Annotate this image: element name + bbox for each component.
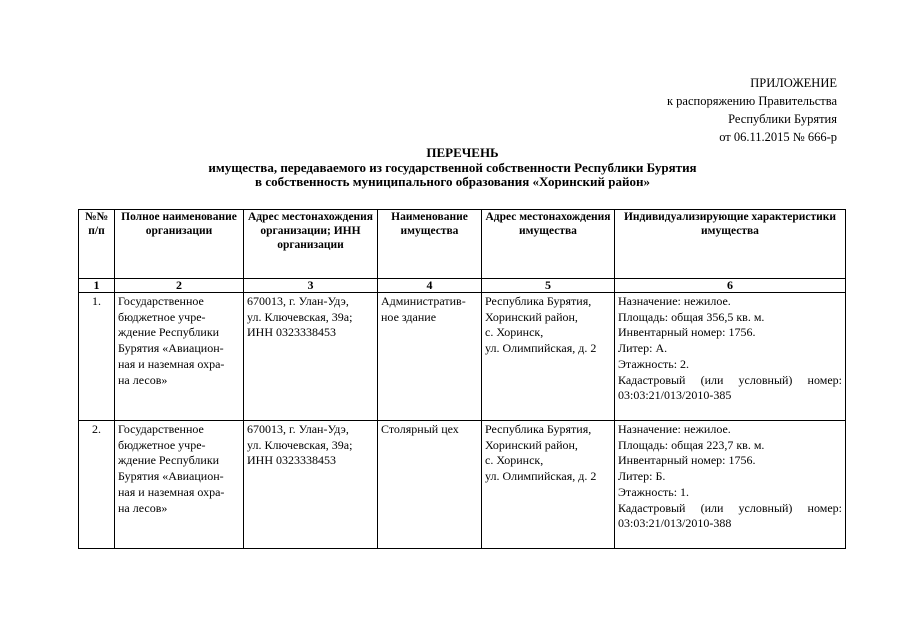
header-organization-name: Полное наименование организации bbox=[115, 210, 244, 279]
column-number: 2 bbox=[115, 279, 244, 293]
header-organization-address: Адрес местонахождения организации; ИНН организации bbox=[244, 210, 378, 279]
property-name-cell: Столярный цех bbox=[378, 421, 482, 549]
document-title: ПЕРЕЧЕНЬ bbox=[426, 145, 499, 160]
appendix-block bbox=[667, 74, 837, 146]
column-number: 1 bbox=[79, 279, 115, 293]
row-number: 2. bbox=[79, 421, 115, 549]
appendix-line-1: к распоряжению Правительства bbox=[666, 94, 837, 108]
header-property-address: Адрес местонахождения имущества bbox=[482, 210, 615, 279]
characteristics-cell: Назначение: нежилое. Площадь: общая 223,7 кв. м. Инвентарный номер: 1756. Литер: Б. Этажность: 1. Кадастровый (или условный) номер: 03:03:21/013/2010-388 bbox=[615, 421, 846, 549]
column-number: 3 bbox=[244, 279, 378, 293]
column-number: 4 bbox=[378, 279, 482, 293]
header-property-name: Наименование имущества bbox=[378, 210, 482, 279]
column-number: 5 bbox=[482, 279, 615, 293]
table-row bbox=[79, 293, 846, 421]
appendix-line-2: Республики Бурятия bbox=[728, 112, 837, 126]
property-name-cell: Административ- ное здание bbox=[378, 293, 482, 421]
organization-address-cell: 670013, г. Улан-Удэ, ул. Ключевская, 39а; ИНН 0323338453 bbox=[244, 293, 378, 421]
row-number: 1. bbox=[79, 293, 115, 421]
organization-address-cell: 670013, г. Улан-Удэ, ул. Ключевская, 39а; ИНН 0323338453 bbox=[244, 421, 378, 549]
property-address-cell: Республика Бурятия, Хоринский район, с. Хоринск, ул. Олимпийская, д. 2 bbox=[482, 293, 615, 421]
column-number-row bbox=[79, 279, 846, 293]
header-characteristics: Индивидуализирующие характеристики имущества bbox=[615, 210, 846, 279]
document-subtitle-line-1: имущества, передаваемого из государственной собственности Республики Бурятия bbox=[208, 159, 697, 175]
organization-name-cell: Государственное бюджетное учре- ждение Республики Бурятия «Авиацион- ная и наземная охра- на лесов» bbox=[115, 421, 244, 549]
table-header-row bbox=[79, 210, 846, 279]
characteristics-cell: Назначение: нежилое. Площадь: общая 356,5 кв. м. Инвентарный номер: 1756. Литер: А. Этажность: 2. Кадастровый (или условный) номер: 03:03:21/013/2010-385 bbox=[615, 293, 846, 421]
document-heading bbox=[0, 146, 905, 190]
organization-name-cell: Государственное бюджетное учре- ждение Республики Бурятия «Авиацион- ная и наземная охра- на лесов» bbox=[115, 293, 244, 421]
property-table bbox=[78, 209, 846, 549]
appendix-title: ПРИЛОЖЕНИЕ bbox=[750, 76, 837, 90]
column-number: 6 bbox=[615, 279, 846, 293]
appendix-date-number: от 06.11.2015 № 666-р bbox=[719, 130, 837, 144]
header-number: №№ п/п bbox=[79, 210, 115, 279]
property-address-cell: Республика Бурятия, Хоринский район, с. Хоринск, ул. Олимпийская, д. 2 bbox=[482, 421, 615, 549]
table-row bbox=[79, 421, 846, 549]
document-subtitle-line-2: в собственность муниципального образования «Хоринский район» bbox=[255, 174, 650, 189]
